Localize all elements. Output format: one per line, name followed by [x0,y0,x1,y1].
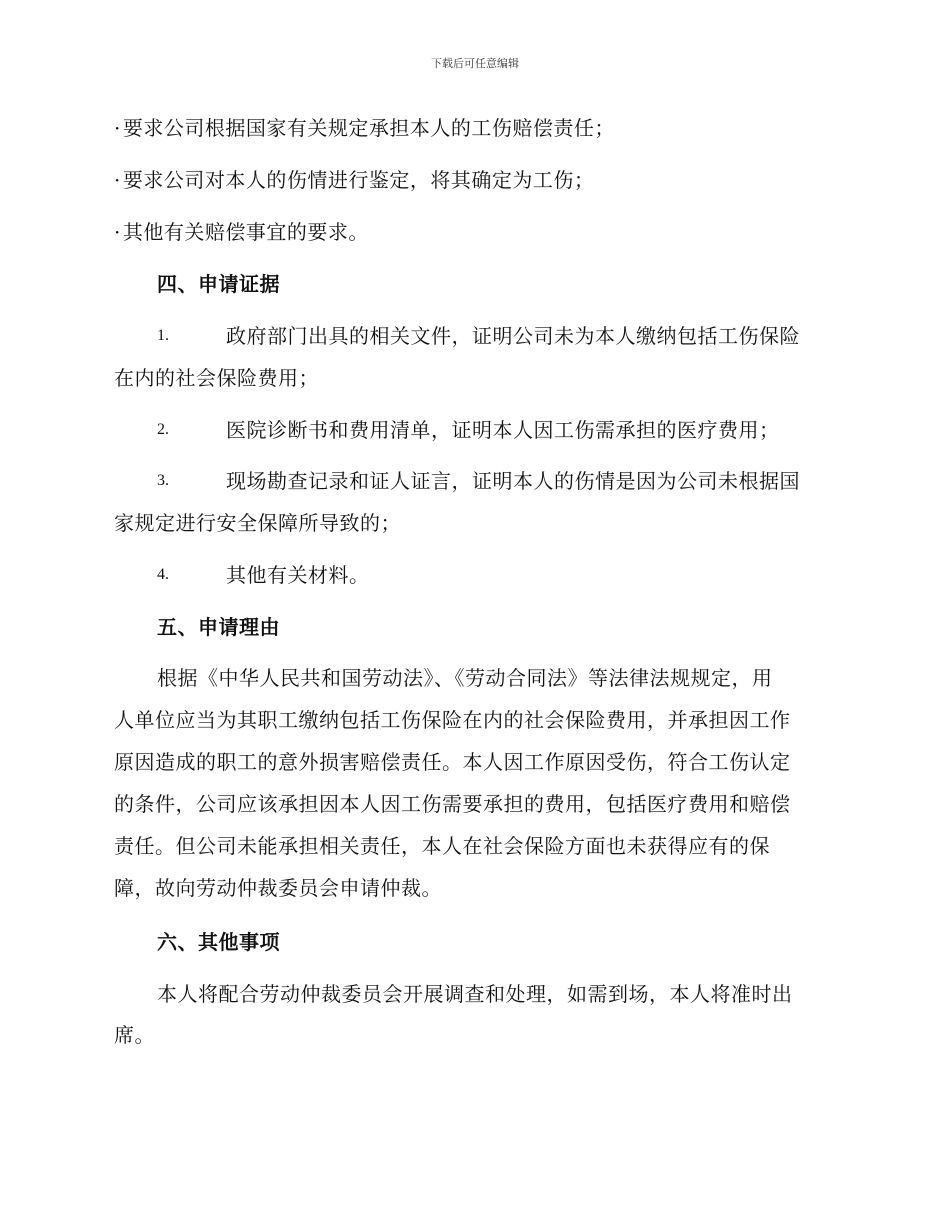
evidence-item-text: 现场勘查记录和证人证言，证明本人的伤情是因为公司未根据国 [226,469,800,493]
list-item [114,220,836,244]
paragraph-line: 本人将配合劳动仲裁委员会开展调查和处理，如需到场，本人将准时出 [157,982,793,1006]
bullet-text: 其他有关赔偿事宜的要求。 [122,220,369,244]
evidence-item-continuation: 在内的社会保险费用； [114,366,319,390]
paragraph-line: 的条件，公司应该承担因本人因工伤需要承担的费用，包括医疗费用和赔偿 [114,792,791,816]
section-heading-other: 六、其他事项 [157,930,280,954]
evidence-item-text: 政府部门出具的相关文件，证明公司未为本人缴纳包括工伤保险 [226,324,800,348]
bullet-text: 要求公司根据国家有关规定承担本人的工伤赔偿责任； [122,116,615,140]
bullet-icon: · [114,220,121,244]
bullet-icon: · [114,116,121,140]
item-number: 2. [157,421,169,438]
list-item [114,168,836,192]
paragraph-line: 人单位应当为其职工缴纳包括工伤保险在内的社会保险费用，并承担因工作 [114,708,791,732]
paragraph-line: 责任。但公司未能承担相关责任，本人在社会保险方面也未获得应有的保 [114,834,770,858]
evidence-item-text: 其他有关材料。 [226,563,370,587]
bullet-icon: · [114,168,121,192]
list-item [114,116,836,140]
evidence-item-continuation: 家规定进行安全保障所导致的； [114,511,401,535]
evidence-item-text: 医院诊断书和费用清单，证明本人因工伤需承担的医疗费用； [226,418,780,442]
paragraph-line: 席。 [114,1023,155,1047]
paragraph-line: 障，故向劳动仲裁委员会申请仲裁。 [114,876,442,900]
item-number: 3. [157,472,169,489]
bullet-text: 要求公司对本人的伤情进行鉴定，将其确定为工伤； [122,168,595,192]
paragraph-line: 原因造成的职工的意外损害赔偿责任。本人因工作原因受伤，符合工伤认定 [114,750,791,774]
item-number: 4. [157,566,169,583]
paragraph-line: 根据《中华人民共和国劳动法》、《劳动合同法》等法律法规规定，用 [157,666,773,690]
page-header: 下载后可任意编辑 [431,57,519,70]
section-heading-evidence: 四、申请证据 [157,272,280,296]
section-heading-reason: 五、申请理由 [157,615,280,639]
item-number: 1. [157,327,169,344]
